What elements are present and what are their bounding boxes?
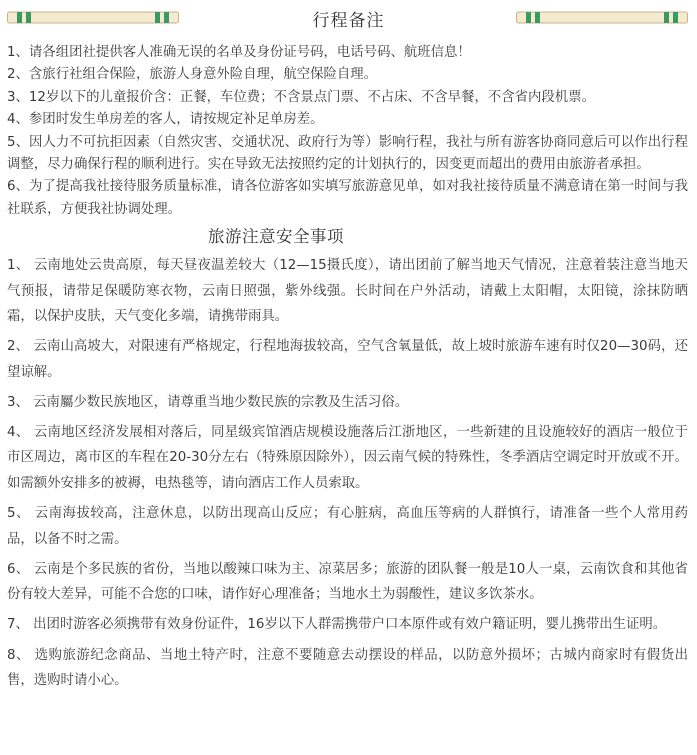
safety-section-title: 旅游注意安全事项	[208, 227, 344, 247]
note-item: 5、因人力不可抗拒因素（自然灾害、交通状况、政府行为等）影响行程，我社与所有游客协商同意后可以作出行程调整，尽力确保行程的顺利进行。实在导致无法按照约定的计划执行的，因变更而超出的费用由旅游者承担。	[7, 134, 688, 173]
safety-item: 6、 云南是个多民族的省份，当地以酸辣口味为主、凉菜居多；旅游的团队餐一般是10人一桌，云南饮食和其他省份有较大差异，可能不合您的口味，请作好心理准备；当地水土为弱酸性，建议多饮茶水。	[7, 561, 688, 603]
safety-item: 8、 选购旅游纪念商品、当地土特产时，注意不要随意去动摆设的样品，以防意外损坏；古城内商家时有假货出售，选购时请小心。	[7, 647, 688, 688]
safety-item: 5、 云南海拔较高，注意休息，以防出现高山反应；有心脏病，高血压等病的人群慎行，请准备一些个人常用药品，以备不时之需。	[7, 506, 688, 547]
safety-item: 3、 云南屬少数民族地区，请尊重当地少数民族的宗教及生活习俗。	[7, 394, 409, 410]
decorative-bar-right	[516, 11, 688, 24]
note-item: 1、请各组团社提供客人准确无误的名单及身份证号码，电话号码、航班信息！	[7, 45, 471, 60]
safety-item: 4、 云南地区经济发展相对落后，同星级宾馆酒店规模设施落后江浙地区，一些新建的且设施较好的酒店一般位于市区周边，离市区的车程在20-30分左右（特殊原因除外），因云南气候的特殊性，冬季酒店空调定时开放或不开。如需额外安排多的被褥，电热毯等，请向酒店工作人员索取。	[7, 425, 688, 491]
page-title: 行程备注	[312, 11, 385, 31]
note-item: 4、参团时发生单房差的客人，请按规定补足单房差。	[7, 112, 324, 128]
header	[0, 0, 697, 36]
safety-item: 2、 云南山高坡大，对限速有严格规定，行程地海拔较高，空气含氧量低，故上坡时旅游车速有时仅20—30码，还望谅解。	[7, 339, 688, 380]
itinerary-notes	[7, 42, 688, 221]
safety-notes	[7, 253, 688, 693]
note-item: 6、为了提高我社接待服务质量标准，请各位游客如实填写旅游意见单，如对我社接待质量不满意请在第一时间与我社联系，方便我社协调处理。	[7, 179, 688, 217]
bamboo-bar-right-icon	[516, 11, 688, 24]
note-item: 2、含旅行社组合保险，旅游人身意外险自理，航空保险自理。	[7, 67, 378, 83]
note-item: 3、12岁以下的儿童报价含：正餐，车位费；不含景点门票、不占床、不含早餐，不含省内段机票。	[7, 89, 595, 105]
safety-item: 7、 出团时游客必须携带有效身份证件，16岁以下人群需携带户口本原件或有效户籍证明，婴儿携带出生证明。	[7, 617, 667, 633]
safety-item: 1、 云南地处云贵高原，每天昼夜温差较大（12—15摄氏度），请出团前了解当地天气情况，注意着装注意当地天气预报，请带足保暖防寒衣物，云南日照强，紫外线强。长时间在户外活动，请戴上太阳帽，太阳镜，涂抹防晒霜，以保护皮肤，天气变化多端，请携带雨具。	[7, 258, 688, 325]
